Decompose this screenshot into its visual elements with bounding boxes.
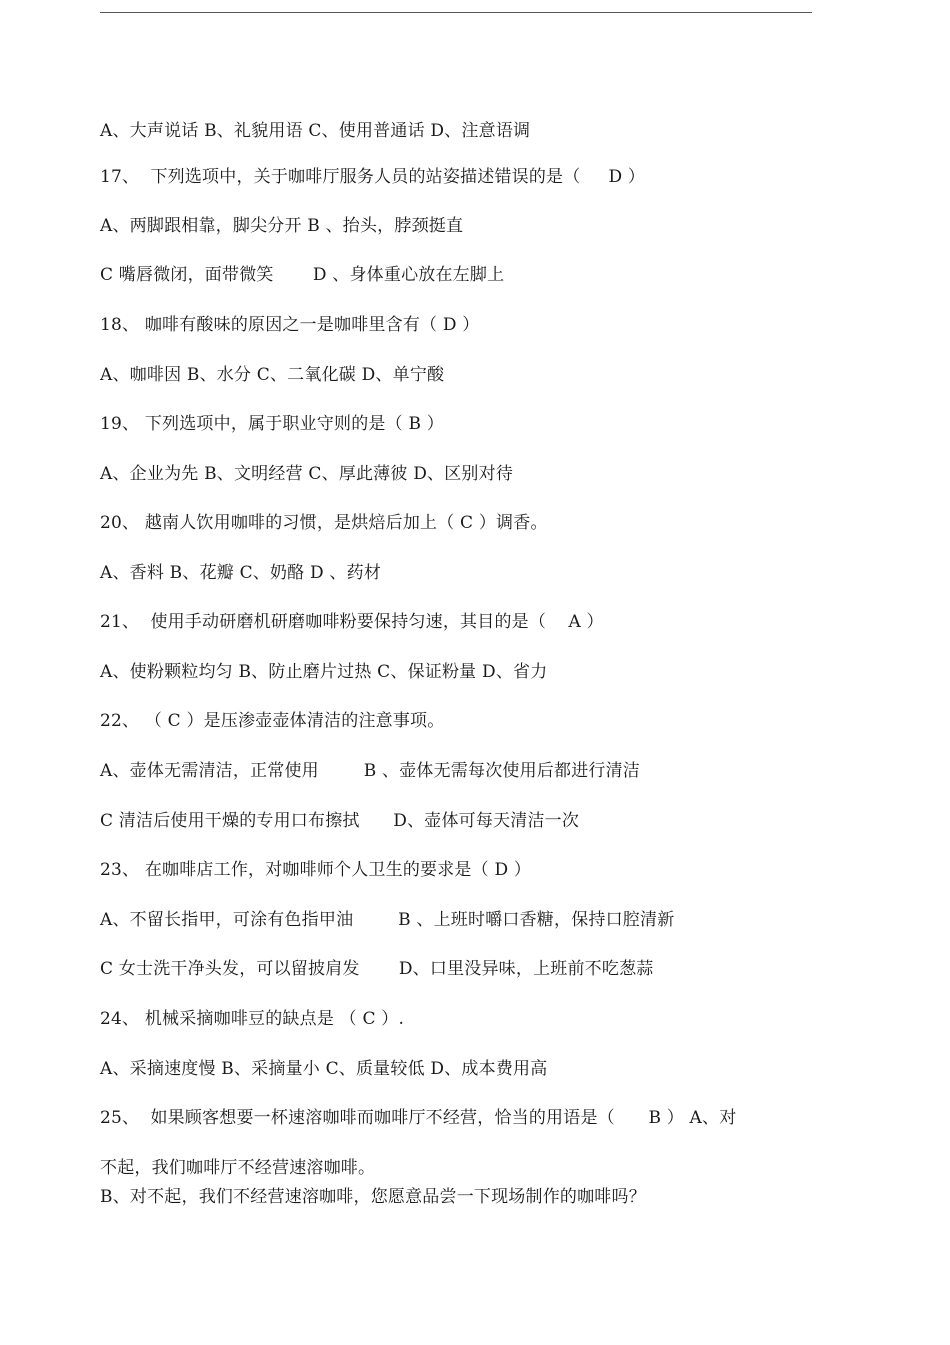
text-line-q25: 25、 如果顾客想要一杯速溶咖啡而咖啡厅不经营，恰当的用语是（ B ） A、对 [100, 1108, 737, 1128]
header-rule [100, 12, 812, 13]
text-line-q23: 23、 在咖啡店工作，对咖啡师个人卫生的要求是（ D ） [100, 860, 532, 880]
text-line-q25-option-b: B、对不起，我们不经营速溶咖啡，您愿意品尝一下现场制作的咖啡吗？ [100, 1187, 646, 1207]
text-line-q22-options-cd: C 清洁后使用干燥的专用口布擦拭 D、壶体可每天清洁一次 [100, 811, 580, 831]
text-line-q22: 22、 （ C ）是压渗壶壶体清洁的注意事项。 [100, 711, 445, 731]
text-line-q23-options-cd: C 女士洗干净头发，可以留披肩发 D、口里没异味，上班前不吃葱蒜 [100, 959, 654, 979]
text-line-q19: 19、 下列选项中，属于职业守则的是（ B ） [100, 414, 444, 434]
text-line-q21: 21、 使用手动研磨机研磨咖啡粉要保持匀速，其目的是（ A ） [100, 612, 604, 632]
text-line-q16-options: A、大声说话 B、礼貌用语 C、使用普通话 D、注意语调 [100, 121, 531, 141]
text-line-q23-options-ab: A、不留长指甲，可涂有色指甲油 B 、上班时嚼口香糖，保持口腔清新 [100, 910, 675, 930]
text-line-q25-option-a-cont: 不起，我们咖啡厅不经营速溶咖啡。 [100, 1158, 376, 1178]
text-line-q20-options: A、香料 B、花瓣 C、奶酪 D 、药材 [100, 563, 382, 583]
text-line-q18: 18、 咖啡有酸味的原因之一是咖啡里含有（ D ） [100, 315, 480, 335]
text-line-q24: 24、 机械采摘咖啡豆的缺点是 （ C ）. [100, 1009, 405, 1029]
text-line-q17: 17、 下列选项中，关于咖啡厅服务人员的站姿描述错误的是（ D ） [100, 167, 646, 187]
text-line-q19-options: A、企业为先 B、文明经营 C、厚此薄彼 D、区别对待 [100, 464, 514, 484]
text-line-q17-options-ab: A、两脚跟相靠，脚尖分开 B 、抬头，脖颈挺直 [100, 216, 464, 236]
text-line-q20: 20、 越南人饮用咖啡的习惯，是烘焙后加上（ C ）调香。 [100, 513, 548, 533]
text-line-q17-options-cd: C 嘴唇微闭，面带微笑 D 、身体重心放在左脚上 [100, 265, 505, 285]
text-line-q21-options: A、使粉颗粒均匀 B、防止磨片过热 C、保证粉量 D、省力 [100, 662, 548, 682]
text-line-q18-options: A、咖啡因 B、水分 C、二氧化碳 D、单宁酸 [100, 365, 445, 385]
text-line-q22-options-ab: A、壶体无需清洁，正常使用 B 、壶体无需每次使用后都进行清洁 [100, 761, 641, 781]
text-line-q24-options: A、采摘速度慢 B、采摘量小 C、质量较低 D、成本费用高 [100, 1059, 548, 1079]
